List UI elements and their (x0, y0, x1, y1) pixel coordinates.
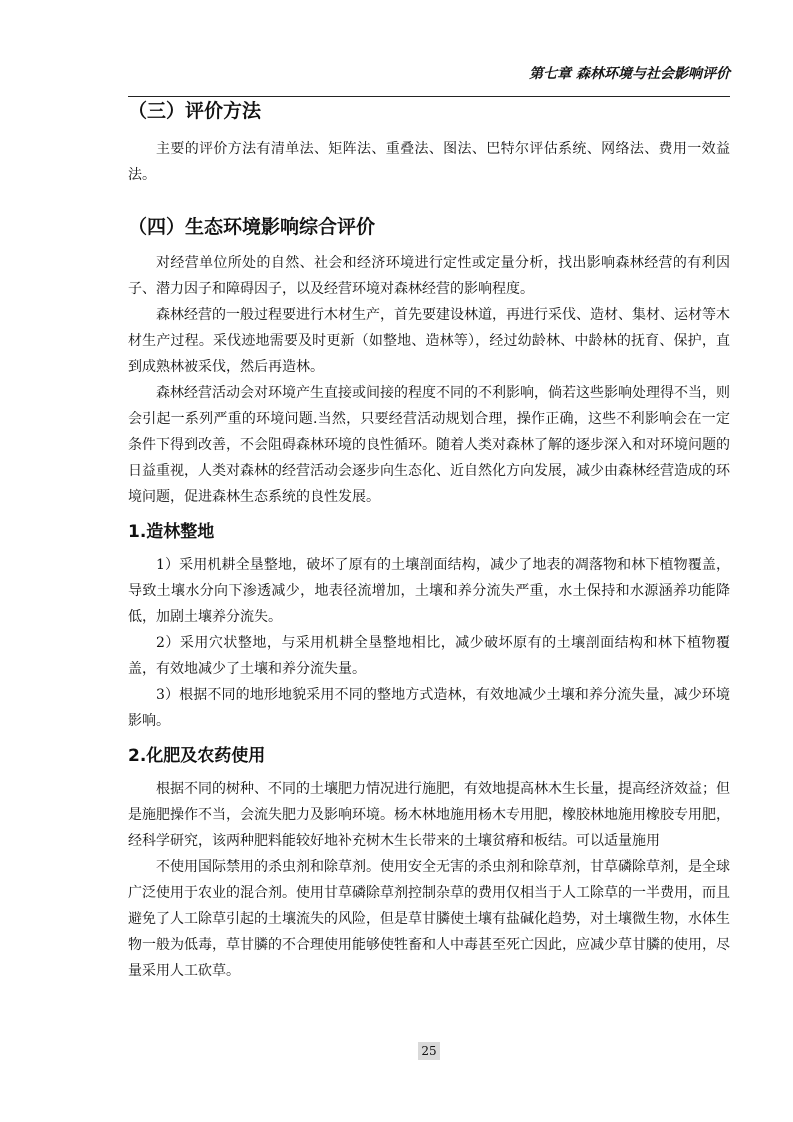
paragraph: 1）采用机耕全垦整地，破坏了原有的土壤剖面结构，减少了地表的凋落物和林下植物覆盖，导致土壤水分向下渗透减少，地表径流增加，土壤和养分流失严重，水土保持和水源涵养功能降低，加剧土壤养分流失。 (128, 557, 730, 625)
paragraph: 森林经营活动会对环境产生直接或间接的程度不同的不利影响，倘若这些影响处理得不当，则会引起一系列严重的环境问题.当然，只要经营活动规划合理，操作正确，这些不利影响会在一定条件下得到改善，不会阻碍森林环境的良性循环。随着人类对森林了解的逐步深入和对环境问题的日益重视，人类对森林的经营活动会逐步向生态化、近自然化方向发展，减少由森林经营造成的环境问题，促进森林生态系统的良性发展。 (128, 385, 730, 505)
section-title-ecological-evaluation: （四）生态环境影响综合评价 (128, 216, 376, 238)
section-title-evaluation-methods: （三）评价方法 (128, 100, 262, 122)
subsection-title-fertilizer-pesticide: 2.化肥及农药使用 (128, 746, 266, 766)
paragraph: 不使用国际禁用的杀虫剂和除草剂。使用安全无害的杀虫剂和除草剂，甘草磷除草剂，是全球广泛使用于农业的混合剂。使用甘草磷除草剂控制杂草的费用仅相当于人工除草的一半费用，而且避免了人工除草引起的土壤流失的风险，但是草甘膦使土壤有盐碱化趋势，对土壤微生物，水体生物一般为低毒，草甘膦的不合理使用能够使牲畜和人中毒甚至死亡因此，应减少草甘膦的使用，尽量采用人工砍草。 (128, 859, 730, 979)
page-number: 25 (418, 1042, 440, 1060)
paragraph: 2）采用穴状整地，与采用机耕全垦整地相比，减少破坏原有的土壤剖面结构和林下植物覆盖，有效地减少了土壤和养分流失量。 (128, 635, 730, 677)
page-body (128, 96, 730, 984)
subsection-title-afforestation: 1.造林整地 (128, 522, 215, 542)
paragraph: 主要的评价方法有清单法、矩阵法、重叠法、图法、巴特尔评估系统、网络法、费用一效益法。 (128, 141, 730, 183)
running-header: 第七章 森林环境与社会影响评价 (529, 66, 730, 82)
paragraph: 对经营单位所处的自然、社会和经济环境进行定性或定量分析，找出影响森林经营的有利因子、潜力因子和障碍因子，以及经营环境对森林经营的影响程度。 (128, 255, 730, 297)
paragraph: 根据不同的树种、不同的土壤肥力情况进行施肥，有效地提高林木生长量，提高经济效益；但是施肥操作不当，会流失肥力及影响环境。杨木林地施用杨木专用肥，橡胶林地施用橡胶专用肥，经科学研究，该两种肥料能较好地补充树木生长带来的土壤贫瘠和板结。可以适量施用 (128, 781, 730, 849)
paragraph: 森林经营的一般过程要进行木材生产，首先要建设林道，再进行采伐、造材、集材、运材等木材生产过程。采伐迹地需要及时更新（如整地、造林等），经过幼龄林、中龄林的抚育、保护，直到成熟林被采伐，然后再造林。 (128, 307, 730, 375)
paragraph: 3）根据不同的地形地貌采用不同的整地方式造林，有效地减少土壤和养分流失量，减少环境影响。 (128, 687, 730, 729)
